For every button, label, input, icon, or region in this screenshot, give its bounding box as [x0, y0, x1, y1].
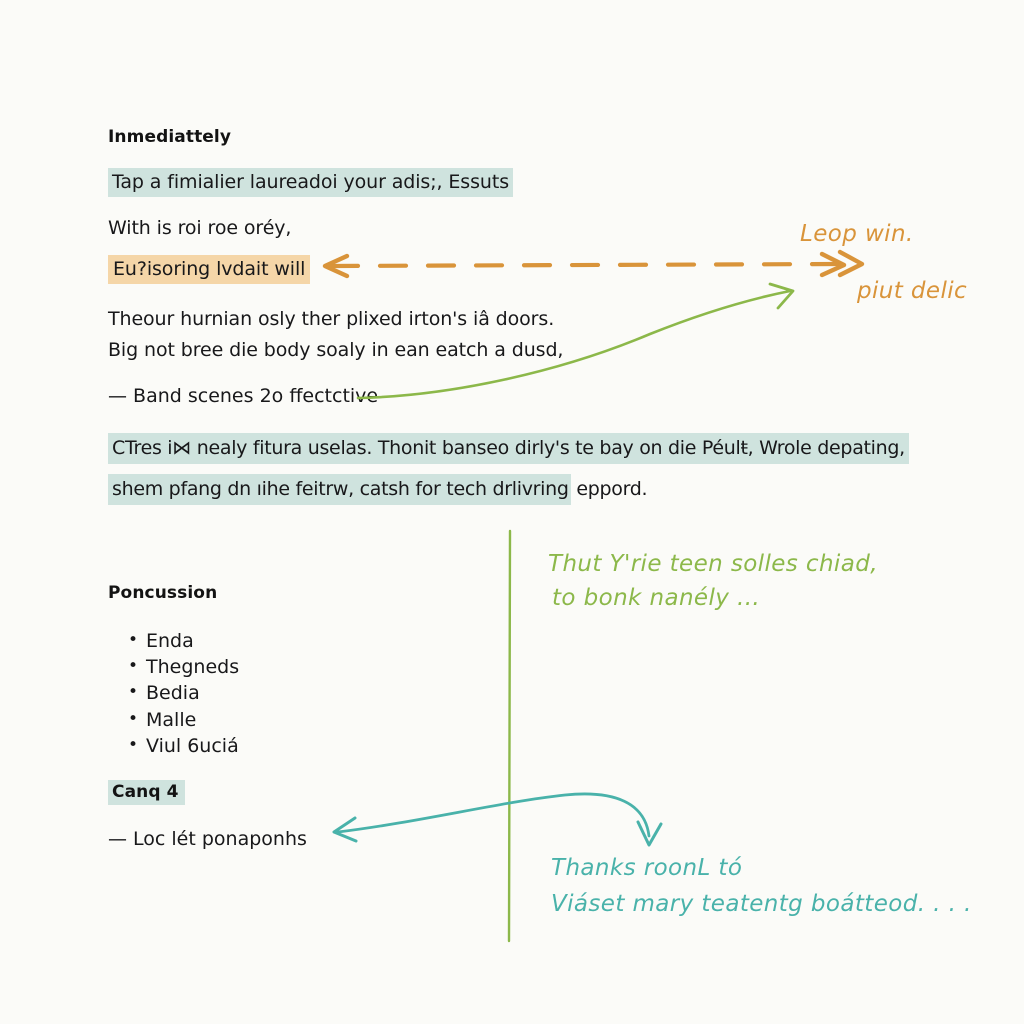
teal-note-line-1: Thanks roonL tó	[551, 855, 743, 881]
teal-highlight-span: Tap a fimialier laureadoi your adis;, Essuts	[108, 168, 513, 197]
block-line-2-highlighted: shem pfang dn ıihe feitrw, catsh for tech drlivring	[108, 474, 571, 505]
teal-curve-arrow-icon	[334, 794, 661, 845]
teal-highlight-subheading: Canq 4	[108, 780, 185, 805]
section-one-dash-line: — Band scenes 2o ffectctive	[108, 385, 379, 407]
highlighted-line-1	[108, 171, 513, 193]
block-line-2-tail: eppord.	[570, 478, 648, 500]
list-item: • Thegneds	[128, 654, 239, 680]
section-two-dash-line: — Loc lét ponaponhs	[108, 828, 307, 850]
block-line-1: CTres i⋈ nealy fitura uselas. Thonit banseo dirly's te bay on die Péulŧ, Wrole depating,	[108, 433, 909, 464]
orange-dashed-arrow-icon	[325, 252, 862, 276]
highlighted-block-paragraph	[108, 428, 909, 510]
list-item: • Enda	[128, 628, 239, 654]
plain-line-1: With is roi roe oréy,	[108, 217, 292, 239]
green-note-line-2: to bonk nanély ...	[552, 585, 761, 611]
body-line-1: Theour hurnian osly ther plixed irton's iâ doors.	[108, 308, 555, 330]
orange-note-bottom: piut delic	[857, 278, 968, 304]
orange-note-top: Leop win.	[800, 221, 914, 247]
teal-note-line-2: Viáset mary teatentg boátteod. . . .	[551, 891, 972, 917]
green-vertical-divider	[509, 531, 510, 941]
list-item: • Malle	[128, 707, 239, 733]
list-item: • Bedia	[128, 680, 239, 706]
green-note-line-1: Thut Y'rie teen solles chiad,	[548, 551, 878, 577]
section-two-heading: Poncussion	[108, 583, 218, 603]
list-item: • Viul 6uciá	[128, 733, 239, 759]
section-two-subheading	[108, 782, 185, 802]
body-line-2: Big not bree die body soaly in ean eatch a dusd,	[108, 339, 564, 361]
orange-highlight-span: Eu?isoring lvdait will	[108, 255, 310, 284]
section-one-heading: Inmediattely	[108, 127, 232, 147]
highlighted-line-2	[108, 258, 310, 280]
bullet-list	[128, 628, 239, 759]
